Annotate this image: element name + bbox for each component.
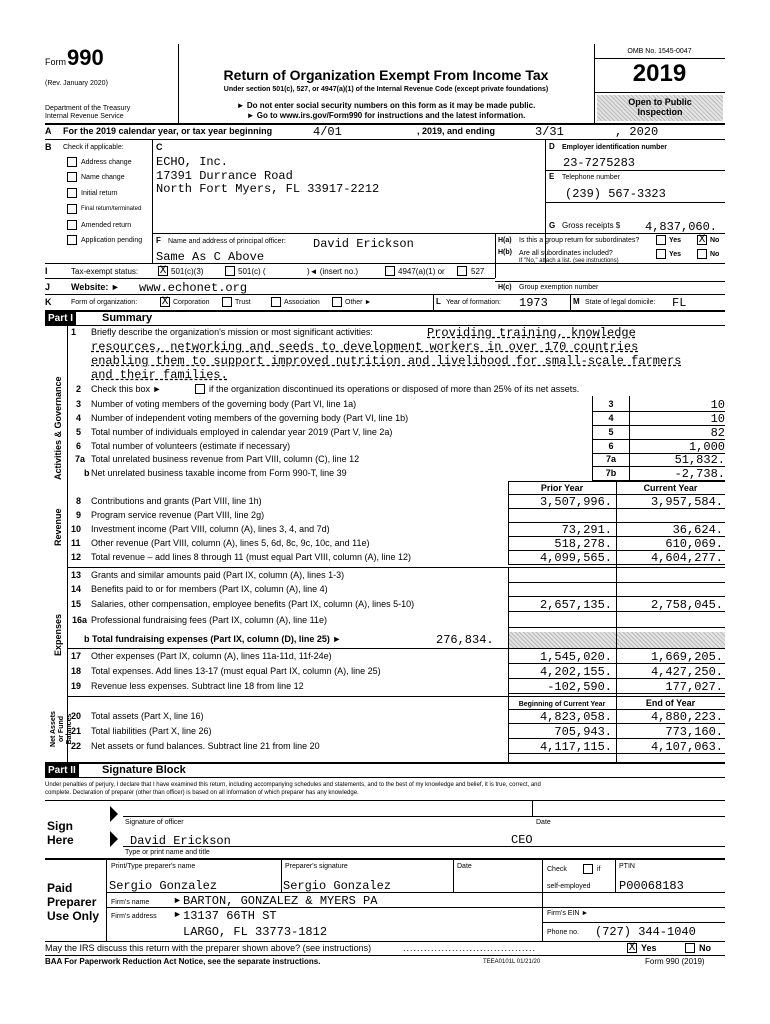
other-org-checkbox[interactable] bbox=[332, 297, 342, 307]
net_lines-prior-value: 705,943. bbox=[554, 725, 612, 739]
sign-label: Sign bbox=[47, 819, 73, 833]
trust-checkbox[interactable] bbox=[222, 297, 232, 307]
net_lines-current-value: 4,107,063. bbox=[650, 740, 723, 754]
firm-name-label: Firm's name bbox=[111, 899, 150, 906]
prior-year-header: Prior Year bbox=[540, 483, 584, 493]
self-employed-checkbox[interactable] bbox=[583, 864, 593, 874]
rev_lines-current-value: 36,624. bbox=[672, 523, 723, 537]
rev_lines-line-description: Program service revenue (Part VIII, line 2g) bbox=[91, 511, 265, 520]
current-year-header: Current Year bbox=[643, 483, 698, 493]
self-employed-label: self-employed bbox=[547, 883, 591, 890]
trust-label: Trust bbox=[235, 299, 251, 306]
mission-line-3: enabling them to support improved nutrition and livelihood for small-scale farmers bbox=[91, 354, 682, 368]
paid-label: Paid bbox=[47, 881, 73, 895]
prep-if-label: if bbox=[597, 866, 601, 873]
gross-receipts-label: Gross receipts $ bbox=[562, 221, 621, 230]
website-label: Website: ► bbox=[71, 282, 120, 292]
exp_lines-prior-value: 2,657,135. bbox=[539, 598, 612, 612]
rev_lines-prior-value: 4,099,565. bbox=[539, 551, 612, 565]
part2-title: Signature Block bbox=[102, 764, 186, 776]
rev_lines-prior-value: 3,507,996. bbox=[539, 495, 612, 509]
status-501c-checkbox[interactable] bbox=[225, 266, 235, 276]
firm-address-street: 13137 66TH ST bbox=[183, 909, 277, 923]
tax-year-end: 3/31 bbox=[535, 125, 564, 139]
name-change-checkbox[interactable] bbox=[67, 172, 77, 182]
rev_lines-line-number: 8 bbox=[76, 496, 82, 506]
exp_lines2-line-number: 19 bbox=[71, 681, 82, 691]
side-activities-governance: Activities & Governance bbox=[53, 376, 63, 480]
side-net-assets: Net Assets or Fund Balances bbox=[50, 711, 73, 747]
form-footer: Form 990 (2019) bbox=[645, 957, 705, 966]
website-value[interactable]: www.echonet.org bbox=[139, 281, 248, 295]
tax-year: 2019 bbox=[632, 60, 687, 87]
omb-number: OMB No. 1545-0047 bbox=[627, 48, 692, 55]
form-subtitle: Under section 501(c), 527, or 4947(a)(1) of the Internal Revenue Code (except private foundations) bbox=[223, 86, 549, 93]
gov-line-box: 5 bbox=[608, 427, 614, 437]
status-4947-label: 4947(a)(1) or bbox=[398, 267, 445, 276]
prep-sig-header: Preparer's signature bbox=[285, 863, 348, 870]
line2-label: Check this box ► bbox=[91, 385, 162, 394]
gov-line-description: Number of independent voting members of the governing body (Part VI, line 1b) bbox=[91, 414, 409, 423]
gov-line-box: 3 bbox=[608, 399, 614, 409]
baa-notice: BAA For Paperwork Reduction Act Notice, see the separate instructions. bbox=[45, 957, 321, 966]
net_lines-line-description: Net assets or fund balances. Subtract line 21 from line 20 bbox=[91, 742, 320, 751]
net_lines-line-description: Total liabilities (Part X, line 26) bbox=[91, 727, 212, 736]
net_lines-prior-value: 4,117,115. bbox=[539, 740, 612, 754]
corporation-checkbox[interactable]: X bbox=[161, 296, 169, 308]
gov-line-value: -2,738. bbox=[674, 467, 725, 481]
exp_lines2-current-value: 4,427,250. bbox=[650, 665, 723, 679]
instructions-link[interactable]: ► Go to www.irs.gov/Form990 for instructions and the latest information. bbox=[246, 111, 526, 120]
officer-printed-name: David Erickson bbox=[130, 834, 231, 848]
rev_lines-current-value: 3,957,584. bbox=[650, 495, 723, 509]
firm-name: BARTON, GONZALEZ & MYERS PA bbox=[183, 894, 378, 908]
gross-receipts-value: 4,837,060. bbox=[645, 220, 718, 234]
group-return-question: Is this a group return for subordinates? bbox=[519, 237, 640, 244]
principal-officer-name: David Erickson bbox=[313, 237, 414, 251]
signature-label: Signature of officer bbox=[125, 819, 184, 826]
net_lines-line-number: 21 bbox=[71, 726, 82, 736]
application-pending-label: Application pending bbox=[81, 237, 143, 244]
mission-question: Briefly describe the organization's mission or most significant activities: bbox=[91, 328, 373, 337]
form-label: Form bbox=[45, 57, 66, 67]
gov-line-value: 10 bbox=[710, 398, 725, 412]
firm-address-city: LARGO, FL 33773-1812 bbox=[183, 925, 328, 939]
exp_lines2-line-description: Other expenses (Part IX, column (A), lines 11a-11d, 11f-24e) bbox=[91, 652, 332, 661]
rev_lines-current-value: 4,604,277. bbox=[650, 551, 723, 565]
preparer-ptin: P00068183 bbox=[619, 879, 684, 893]
group-return-no-label: No bbox=[710, 237, 720, 244]
gov-line-number: 7a bbox=[75, 454, 86, 464]
firm-address-label: Firm's address bbox=[111, 913, 157, 920]
gov-line-number: 4 bbox=[76, 413, 82, 423]
rev_lines-line-description: Investment income (Part VIII, column (A), lines 3, 4, and 7d) bbox=[91, 525, 330, 534]
mission-line-1: Providing training, knowledge bbox=[427, 326, 636, 340]
rev_lines-current-value: 610,069. bbox=[665, 537, 723, 551]
application-pending-checkbox[interactable] bbox=[67, 235, 77, 245]
year-formation-value: 1973 bbox=[519, 296, 548, 310]
gov-line-number: b bbox=[84, 468, 90, 478]
preparer-name: Sergio Gonzalez bbox=[109, 879, 218, 893]
exp_lines-line-description: Grants and similar amounts paid (Part IX, column (A), lines 1-3) bbox=[91, 571, 345, 580]
line-a-label: For the 2019 calendar year, or tax year beginning bbox=[63, 126, 273, 136]
exp_lines2-line-description: Revenue less expenses. Subtract line 18 from line 12 bbox=[91, 682, 304, 691]
name-arrow-icon bbox=[110, 831, 118, 847]
eoy-header: End of Year bbox=[645, 698, 696, 708]
group-return-no-checkbox[interactable]: X bbox=[698, 234, 706, 246]
subordinates-no-checkbox[interactable] bbox=[697, 249, 707, 259]
use-only-label: Use Only bbox=[47, 909, 100, 923]
revision-date: (Rev. January 2020) bbox=[45, 80, 108, 87]
exp_lines2-prior-value: 1,545,020. bbox=[539, 650, 612, 664]
status-527-label: 527 bbox=[471, 267, 485, 276]
status-4947-checkbox[interactable] bbox=[385, 266, 395, 276]
preparer-signature: Sergio Gonzalez bbox=[283, 879, 392, 893]
form-code: TEEA0101L 01/21/20 bbox=[483, 959, 541, 965]
here-label: Here bbox=[47, 833, 74, 847]
gov-line-box: 7b bbox=[605, 468, 617, 478]
discuss-question: May the IRS discuss this return with the preparer shown above? (see instructions) bbox=[45, 943, 372, 953]
association-checkbox[interactable] bbox=[271, 297, 281, 307]
gov-line-number: 6 bbox=[76, 441, 82, 451]
mission-line-2: resources, networking and seeds to development workers in over 170 countries bbox=[91, 340, 639, 354]
line16b-value: 276,834. bbox=[436, 633, 494, 647]
gov-line-description: Total number of volunteers (estimate if necessary) bbox=[91, 442, 291, 451]
preparer-label: Preparer bbox=[47, 895, 97, 909]
address-change-checkbox[interactable] bbox=[67, 157, 77, 167]
signature-date-label: Date bbox=[536, 819, 551, 826]
other-org-label: Other ► bbox=[345, 299, 372, 306]
state-domicile-value: FL bbox=[672, 296, 687, 310]
address-change-label: Address change bbox=[81, 159, 132, 166]
officer-title: CEO bbox=[511, 833, 533, 847]
exp_lines-line-description: Benefits paid to or for members (Part IX, column (A), line 4) bbox=[91, 585, 328, 594]
exp_lines-current-value: 2,758,045. bbox=[650, 598, 723, 612]
exp_lines-line-number: 13 bbox=[71, 570, 82, 580]
subordinates-question: Are all subordinates included? bbox=[519, 250, 613, 257]
year-formation-label: Year of formation: bbox=[446, 299, 501, 306]
exp_lines2-current-value: 177,027. bbox=[665, 680, 723, 694]
rev_lines-line-description: Other revenue (Part VIII, column (A), lines 5, 6d, 8c, 9c, 10c, and 11e) bbox=[91, 539, 370, 548]
subordinates-yes-checkbox[interactable] bbox=[656, 249, 666, 259]
gov-line-value: 1,000 bbox=[688, 440, 725, 454]
exp_lines2-prior-value: 4,202,155. bbox=[539, 665, 612, 679]
print-name-label: Type or print name and title bbox=[125, 849, 210, 856]
subordinates-no-label: No bbox=[710, 251, 720, 258]
exp_lines-line-number: 14 bbox=[71, 584, 82, 594]
net_lines-current-value: 773,160. bbox=[665, 725, 723, 739]
prep-check-header: Check bbox=[547, 866, 567, 873]
ptin-header: PTIN bbox=[619, 863, 635, 870]
exp_lines2-current-value: 1,669,205. bbox=[650, 650, 723, 664]
gov-line-description: Net unrelated business taxable income from Form 990-T, line 39 bbox=[91, 469, 347, 478]
form-990-page: Form 990 (Rev. January 2020) Department of the Treasury Internal Revenue Service Return of Organization Exempt From Income Tax Under section 501(c), 527, or 4947(a)(1) of the Internal Revenue Code (except private foundations) ► Do not enter social security numbers on this form as it may be made public. ► Go to www.irs.gov/Form990 for instructions and the latest information. OMB No. 1545-0047 2019 Open to Public Inspection A For the 2019 calendar year, or tax year beginning 4/01 , 2019, and ending 3/31 , 2020 B Check if applicable: C Address change Name change Initial return Final return/terminated Amended return Application pending ECHO, Inc. 17391 Durrance Road North Fort Myers, FL 33917-2212 D Employer identification number 23-7275283 E Telephone number (239) 567-3323 G Gross receipts $ 4,837,060. F Name and address of principal officer: David Erickson Same As C Above H(a) Is this a group return for subordinates? Yes X No H(b) Are all subordinates included? If "No," attach a list. (see instructions) Yes No I Tax-exempt status: X 501(c)(3) 501(c) ( )◄ (insert no.) 4947(a)(1) or 527 H(c) Group exemption number J Website: ► www.echonet.org K Form of organization: X Corporation Trust Association Other ► L Year of formation: 1973 M State of legal domicile: FL Part I Summary Activities & Governance Revenue Expenses Net Assets or Fund Balances 1 Briefly describe the organization's mission or most significant activities: Providing training, knowledge resources, networking and seeds to development workers in over 170 countries enabling them to support improved nutrition and livelihood for small-scale farmers and their families. 2 Check this box ► if the organization discontinued its operations or disposed of more than 25% of its net assets. 3 Number of voting members of the governing body (Part VI, line 1a) 3 10 4 Number of independent voting members of the governing body (Part VI, line 1b) 4 10 5 Total number of individuals employed in calendar year 2019 (Part V, line 2a) 5 82 6 Total number of volunteers (estimate if necessary) 6 1,000 7a Total unrelated business revenue from Part VIII, column (C), line 12 7a 51,832. b Net unrelated business taxable income from Form 990-T, line 39 7b -2,738. Prior Year Current Year 8 Contributions and grants (Part VIII, line 1h) 3,507,996. 3,957,584. 9 Program service revenue (Part VIII, line 2g) 10 Investment income (Part VIII, column (A), lines 3, 4, and 7d) 73,291. 36,624. 11 Other revenue (Part VIII, column (A), lines 5, 6d, 8c, 9c, 10c, and 11e) 518,278. 610,069. 12 Total revenue – add lines 8 through 11 (must equal Part VIII, column (A), line 12) 4,099,565. 4,604,277. 13 Grants and similar amounts paid (Part IX, column (A), lines 1-3) 14 Benefits paid to or for members (Part IX, column (A), line 4) 15 Salaries, other compensation, employee benefits (Part IX, column (A), lines 5-10) 2,657,135. 2,758,045. 16a Professional fundraising fees (Part IX, column (A), line 11e) b Total fundraising expenses (Part IX, column (D), line 25) ► 276,834. 17 Other expenses (Part IX, column (A), lines 11a-11d, 11f-24e) 1,545,020. 1,669,205. 18 Total expenses. Add lines 13-17 (must equal Part IX, column (A), line 25) 4,202,155. 4,427,250. 19 Revenue less expenses. Subtract line 18 from line 12 -102,590. 177,027. Beginning of Current Year End of Year 20 Total assets (Part X, line 16) 4,823,058. 4,880,223. 21 Total liabilities (Part X, line 26) 705,943. 773,160. 22 Net assets or fund balances. Subtract line 21 from line 20 4,117,115. 4,107,063. Part II Signature Block Under penalties of perjury, I declare that I have examined this return, including accompanying schedules and statements, and to the best of my knowledge and belief, it is true, correct, and complete. Declaration of preparer (other than officer) is based on all information of which preparer has any knowledge. Sign Here Signature of officer Date David Erickson CEO Type or print name and title Paid Preparer Use Only Print/Type preparer's name Preparer's signature Date Check if self-employed PTIN Sergio Gonzalez Sergio Gonzalez P00068183 Firm's name ► BARTON, GONZALEZ & MYERS PA Firm's EIN ► Firm's address ► 13137 66TH ST LARGO, FL 33773-1812 Phone no. (727) 344-1040 May the IRS discuss this return with the preparer shown above? (see instructions) ...................................... X Yes No BAA For Paperwork Reduction Act Notice, see the separate instructions. TEEA0101L 01/21/20 Form 990 (2019) bbox=[45, 45, 725, 966]
part1-badge: Part I bbox=[45, 312, 76, 326]
sign-arrow-icon bbox=[110, 806, 118, 822]
subordinates-yes-label: Yes bbox=[669, 251, 682, 258]
ein-value: 23-7275283 bbox=[563, 156, 636, 170]
net_lines-prior-value: 4,823,058. bbox=[539, 710, 612, 724]
check-applicable-label: Check if applicable: bbox=[63, 144, 124, 151]
principal-officer-label: Name and address of principal officer: bbox=[168, 238, 286, 245]
part1-title: Summary bbox=[102, 312, 153, 324]
org-name: ECHO, Inc. bbox=[156, 155, 229, 169]
status-501c3-checkbox[interactable]: X bbox=[159, 265, 167, 277]
net_lines-line-number: 20 bbox=[71, 711, 82, 721]
gov-line-description: Total unrelated business revenue from Part VIII, column (C), line 12 bbox=[91, 455, 360, 464]
association-label: Association bbox=[284, 299, 320, 306]
rev_lines-line-number: 11 bbox=[71, 538, 81, 548]
net_lines-line-description: Total assets (Part X, line 16) bbox=[91, 712, 204, 721]
exp_lines2-line-number: 18 bbox=[71, 666, 82, 676]
net_lines-line-number: 22 bbox=[71, 741, 82, 751]
rev_lines-line-number: 9 bbox=[76, 510, 82, 520]
line16b-label: b Total fundraising expenses (Part IX, column (D), line 25) ► bbox=[84, 634, 342, 644]
exp_lines2-prior-value: -102,590. bbox=[547, 680, 612, 694]
rev_lines-line-number: 12 bbox=[71, 552, 82, 562]
amended-return-label: Amended return bbox=[81, 222, 132, 229]
gov-line-value: 82 bbox=[710, 426, 725, 440]
part2-badge: Part II bbox=[45, 764, 79, 778]
org-city: North Fort Myers, FL 33917-2212 bbox=[156, 182, 380, 196]
org-street: 17391 Durrance Road bbox=[156, 169, 293, 183]
status-insert-no-label: )◄ (insert no.) bbox=[307, 267, 359, 276]
net_lines-current-value: 4,880,223. bbox=[650, 710, 723, 724]
rev_lines-line-description: Total revenue – add lines 8 through 11 (must equal Part VIII, column (A), line 12) bbox=[91, 553, 412, 562]
tax-year-end-year: , 2020 bbox=[615, 125, 659, 139]
exp_lines2-line-number: 17 bbox=[71, 651, 82, 661]
tax-year-begin: 4/01 bbox=[313, 125, 342, 139]
line-a-mid: , 2019, and ending bbox=[417, 126, 496, 136]
group-return-yes-checkbox[interactable] bbox=[656, 235, 666, 245]
state-domicile-label: State of legal domicile: bbox=[585, 299, 656, 306]
principal-officer-address: Same As C Above bbox=[156, 250, 265, 264]
side-expenses: Expenses bbox=[53, 613, 63, 656]
gov-line-box: 6 bbox=[608, 441, 614, 451]
firm-ein-label: Firm's EIN ► bbox=[547, 910, 589, 917]
side-revenue: Revenue bbox=[53, 508, 63, 546]
exp_lines-line-number: 15 bbox=[71, 599, 82, 609]
rev_lines-prior-value: 518,278. bbox=[554, 537, 612, 551]
exp_lines-line-description: Professional fundraising fees (Part IX, column (A), line 11e) bbox=[91, 616, 327, 625]
discuss-no-checkbox[interactable] bbox=[685, 943, 695, 953]
perjury-line2: complete. Declaration of preparer (other than officer) is based on all information of which preparer has any knowledge. bbox=[45, 790, 359, 796]
initial-return-label: Initial return bbox=[81, 190, 118, 197]
gov-line-value: 51,832. bbox=[674, 453, 725, 467]
initial-return-checkbox[interactable] bbox=[67, 188, 77, 198]
gov-line-value: 10 bbox=[710, 412, 725, 426]
gov-line-description: Number of voting members of the governing body (Part VI, line 1a) bbox=[91, 400, 357, 409]
form-title: Return of Organization Exempt From Income Tax bbox=[223, 67, 549, 83]
group-return-yes-label: Yes bbox=[669, 237, 682, 244]
group-exemption-label: Group exemption number bbox=[519, 284, 599, 291]
status-501c-label: 501(c) ( bbox=[238, 267, 266, 276]
line2-description: if the organization discontinued its operations or disposed of more than 25% of its net assets. bbox=[209, 385, 580, 394]
prep-date-header: Date bbox=[457, 863, 472, 870]
discuss-no-label: No bbox=[699, 943, 711, 953]
corporation-label: Corporation bbox=[173, 299, 210, 306]
ein-label: Employer identification number bbox=[562, 144, 668, 151]
exp_lines2-line-description: Total expenses. Add lines 13-17 (must equal Part IX, column (A), line 25) bbox=[91, 667, 381, 676]
rev_lines-line-number: 10 bbox=[71, 524, 82, 534]
boy-header: Beginning of Current Year bbox=[518, 701, 606, 708]
final-return-checkbox[interactable] bbox=[67, 204, 77, 214]
gov-line-description: Total number of individuals employed in calendar year 2019 (Part V, line 2a) bbox=[91, 428, 393, 437]
dept-irs: Internal Revenue Service bbox=[45, 113, 124, 120]
gov-line-number: 3 bbox=[76, 399, 82, 409]
mission-line-4: and their families. bbox=[91, 368, 228, 382]
status-527-checkbox[interactable] bbox=[457, 266, 467, 276]
final-return-label: Final return/terminated bbox=[81, 206, 142, 212]
gov-line-number: 5 bbox=[76, 427, 82, 437]
gov-line-box: 4 bbox=[608, 413, 614, 423]
inspection-line1: Open to Public bbox=[628, 97, 692, 107]
discuss-yes-label: Yes bbox=[641, 943, 657, 953]
phone-label: Telephone number bbox=[562, 174, 620, 181]
discuss-yes-checkbox[interactable]: X bbox=[628, 942, 636, 954]
form-of-org-label: Form of organization: bbox=[71, 299, 138, 306]
exp_lines-line-description: Salaries, other compensation, employee benefits (Part IX, column (A), lines 5-10) bbox=[91, 600, 415, 609]
phone-no-label: Phone no. bbox=[547, 929, 579, 936]
inspection-line2: Inspection bbox=[637, 107, 683, 117]
rev_lines-line-description: Contributions and grants (Part VIII, line 1h) bbox=[91, 497, 262, 506]
rev_lines-prior-value: 73,291. bbox=[561, 523, 612, 537]
firm-phone: (727) 344-1040 bbox=[595, 925, 696, 939]
dept-treasury: Department of the Treasury bbox=[45, 105, 131, 112]
ssn-notice: ► Do not enter social security numbers on this form as it may be made public. bbox=[236, 101, 536, 110]
amended-return-checkbox[interactable] bbox=[67, 220, 77, 230]
prep-name-header: Print/Type preparer's name bbox=[111, 863, 196, 870]
perjury-line1: Under penalties of perjury, I declare that I have examined this return, including accompanying schedules and statements, and to the best of my knowledge and belief, it is true, correct, and bbox=[45, 782, 541, 788]
subordinates-note: If "No," attach a list. (see instructions) bbox=[519, 258, 619, 264]
phone-value: (239) 567-3323 bbox=[565, 187, 666, 201]
discontinued-ops-checkbox[interactable] bbox=[195, 384, 205, 394]
exp_lines-line-number: 16a bbox=[72, 615, 88, 625]
name-change-label: Name change bbox=[81, 174, 125, 181]
gov-line-box: 7a bbox=[605, 454, 616, 464]
form-number: 990 bbox=[67, 45, 104, 70]
tax-exempt-status-label: Tax-exempt status: bbox=[71, 267, 139, 276]
status-501c3-label: 501(c)(3) bbox=[171, 267, 204, 276]
